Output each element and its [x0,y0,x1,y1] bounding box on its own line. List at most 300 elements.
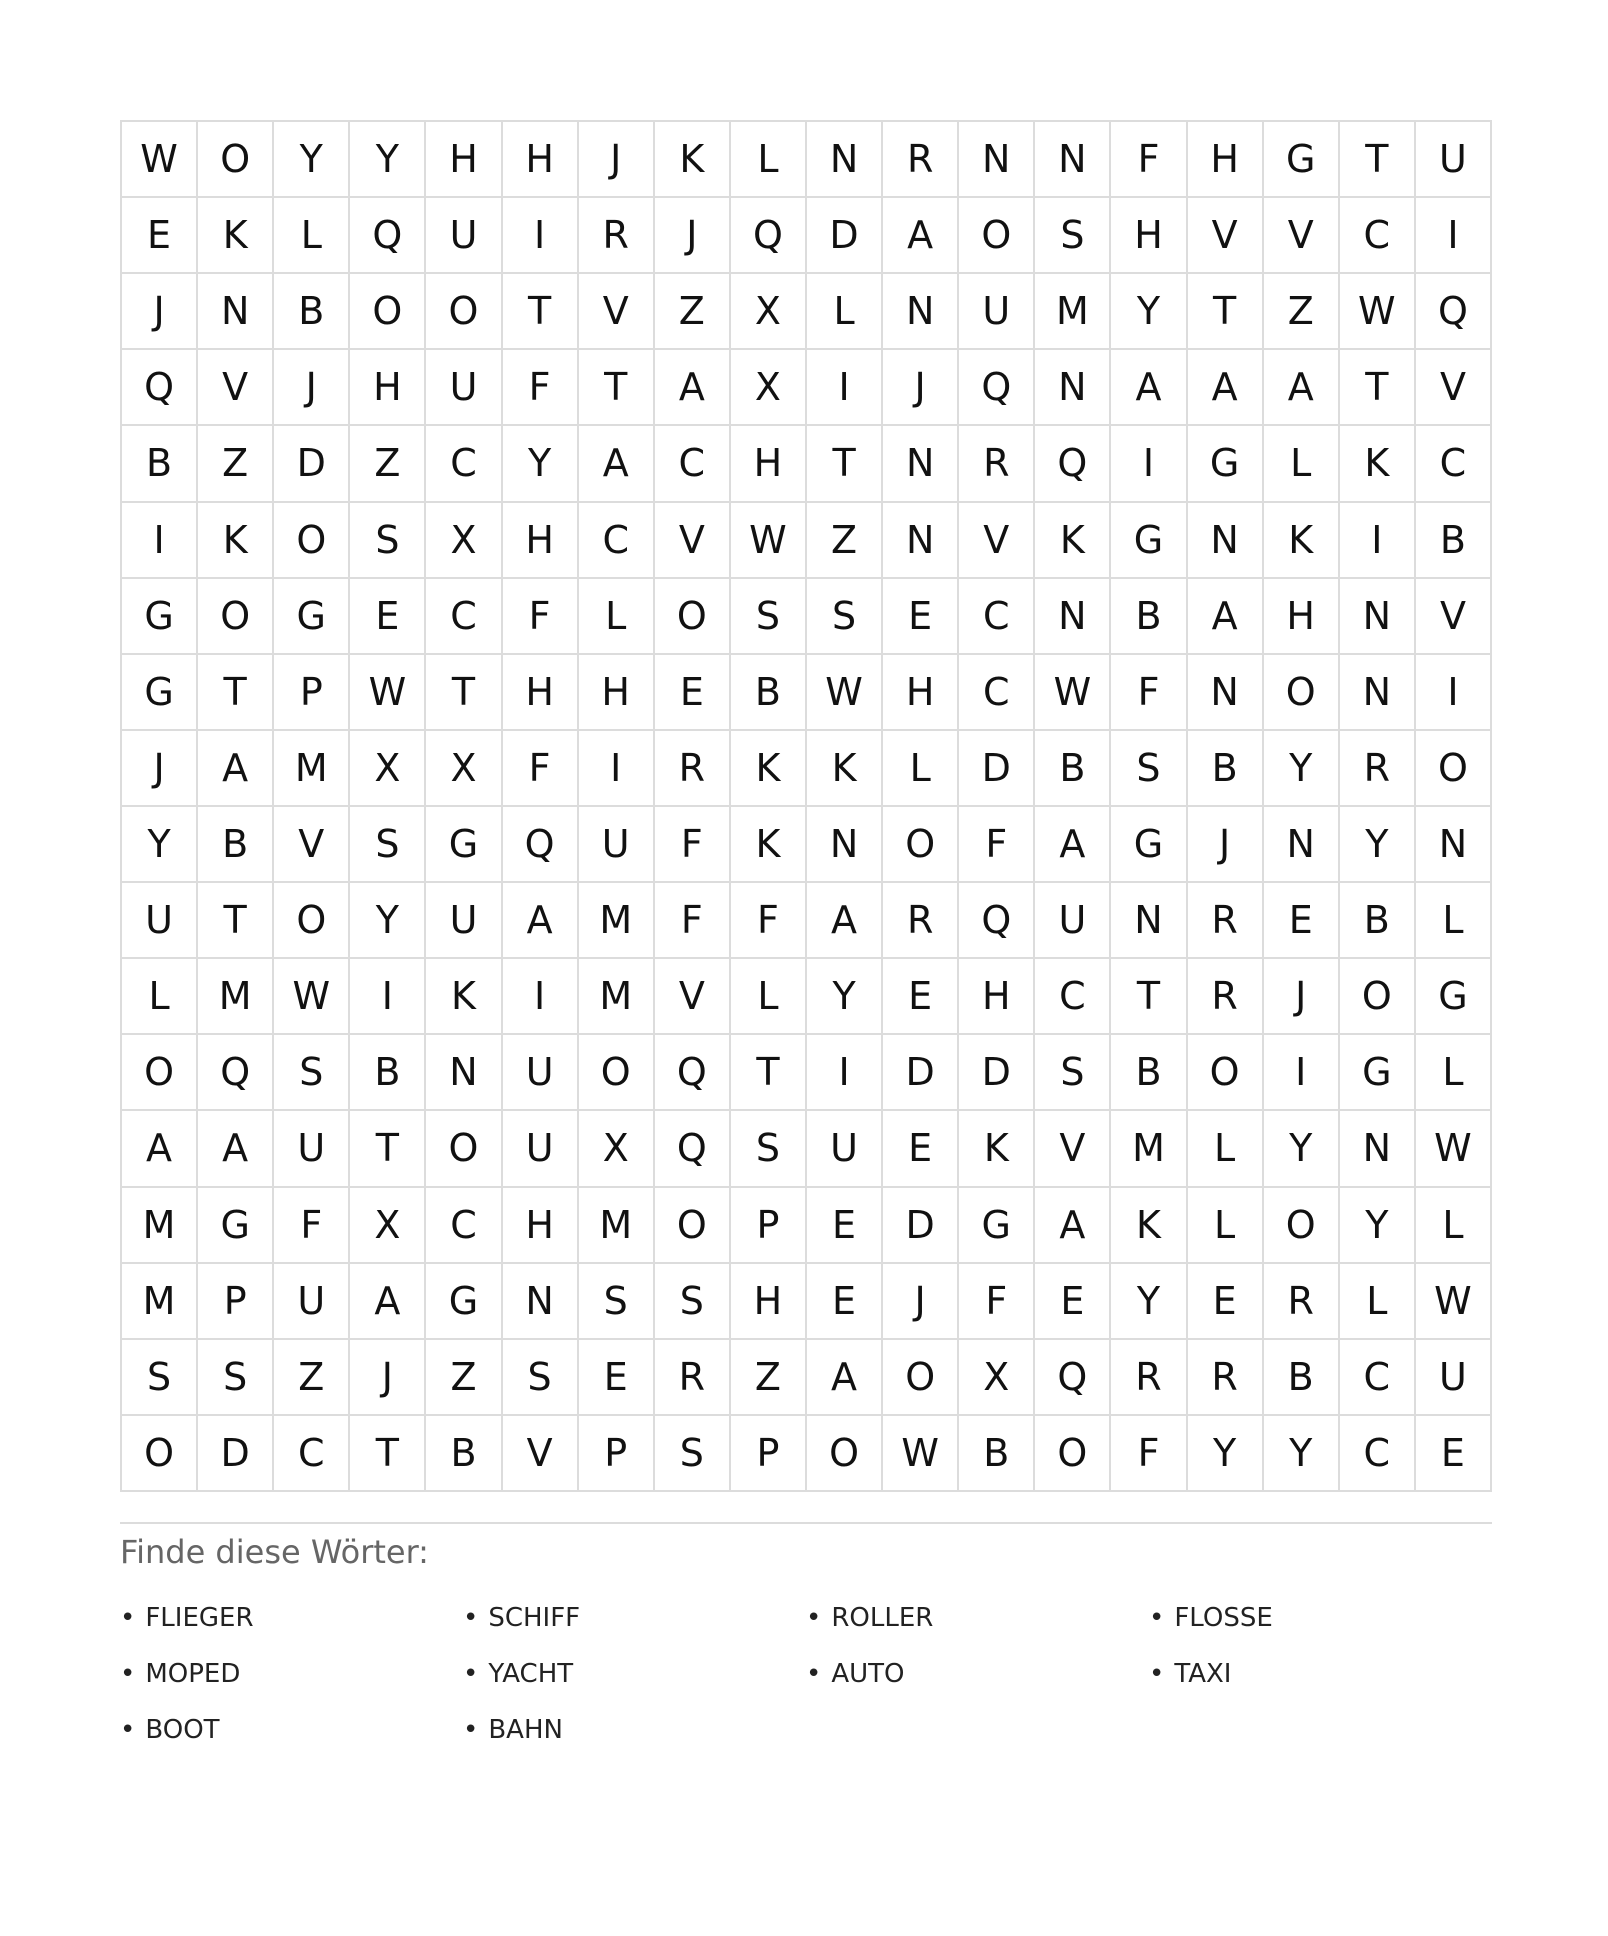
grid-cell[interactable]: Q [1416,274,1492,350]
grid-cell[interactable]: G [426,1264,502,1340]
grid-cell[interactable]: L [122,959,198,1035]
grid-cell[interactable]: M [122,1264,198,1340]
grid-cell[interactable]: Z [807,503,883,579]
grid-cell[interactable]: T [1340,122,1416,198]
grid-cell[interactable]: H [731,1264,807,1340]
grid-cell[interactable]: N [1416,807,1492,883]
grid-cell[interactable]: R [883,122,959,198]
grid-cell[interactable]: B [1035,731,1111,807]
grid-cell[interactable]: B [350,1035,426,1111]
grid-cell[interactable]: E [122,198,198,274]
grid-cell[interactable]: H [1264,579,1340,655]
grid-cell[interactable]: R [959,426,1035,502]
grid-cell[interactable]: O [122,1035,198,1111]
grid-cell[interactable]: P [579,1416,655,1492]
grid-cell[interactable]: F [1111,122,1187,198]
grid-cell[interactable]: Y [122,807,198,883]
grid-cell[interactable]: M [1035,274,1111,350]
grid-cell[interactable]: L [807,274,883,350]
grid-cell[interactable]: D [274,426,350,502]
grid-cell[interactable]: E [655,655,731,731]
grid-cell[interactable]: R [655,1340,731,1416]
grid-cell[interactable]: O [1264,1188,1340,1264]
grid-cell[interactable]: M [579,883,655,959]
grid-cell[interactable]: Z [426,1340,502,1416]
grid-cell[interactable]: F [1111,1416,1187,1492]
grid-cell[interactable]: E [1416,1416,1492,1492]
grid-cell[interactable]: A [1188,579,1264,655]
grid-cell[interactable]: I [503,959,579,1035]
grid-cell[interactable]: U [959,274,1035,350]
grid-cell[interactable]: L [1188,1188,1264,1264]
grid-cell[interactable]: N [883,503,959,579]
grid-cell[interactable]: C [655,426,731,502]
grid-cell[interactable]: U [274,1264,350,1340]
grid-cell[interactable]: W [807,655,883,731]
grid-cell[interactable]: B [1416,503,1492,579]
grid-cell[interactable]: G [959,1188,1035,1264]
grid-cell[interactable]: Q [350,198,426,274]
grid-cell[interactable]: G [1264,122,1340,198]
grid-cell[interactable]: L [1416,883,1492,959]
grid-cell[interactable]: S [350,503,426,579]
grid-cell[interactable]: N [426,1035,502,1111]
grid-cell[interactable]: B [1188,731,1264,807]
grid-cell[interactable]: M [274,731,350,807]
grid-cell[interactable]: J [274,350,350,426]
grid-cell[interactable]: Y [807,959,883,1035]
grid-cell[interactable]: N [807,122,883,198]
grid-cell[interactable]: U [503,1111,579,1187]
grid-cell[interactable]: E [1188,1264,1264,1340]
grid-cell[interactable]: L [1416,1035,1492,1111]
grid-cell[interactable]: U [579,807,655,883]
grid-cell[interactable]: S [731,579,807,655]
grid-cell[interactable]: H [1188,122,1264,198]
grid-cell[interactable]: B [959,1416,1035,1492]
grid-cell[interactable]: U [503,1035,579,1111]
grid-cell[interactable]: C [959,655,1035,731]
grid-cell[interactable]: G [1340,1035,1416,1111]
grid-cell[interactable]: E [1264,883,1340,959]
grid-cell[interactable]: N [503,1264,579,1340]
grid-cell[interactable]: O [426,1111,502,1187]
grid-cell[interactable]: B [1340,883,1416,959]
grid-cell[interactable]: V [1416,579,1492,655]
grid-cell[interactable]: F [503,731,579,807]
grid-cell[interactable]: L [274,198,350,274]
grid-cell[interactable]: K [1035,503,1111,579]
grid-cell[interactable]: O [1264,655,1340,731]
grid-cell[interactable]: O [122,1416,198,1492]
grid-cell[interactable]: J [122,731,198,807]
grid-cell[interactable]: F [959,807,1035,883]
grid-cell[interactable]: K [198,198,274,274]
grid-cell[interactable]: C [1035,959,1111,1035]
grid-cell[interactable]: C [274,1416,350,1492]
grid-cell[interactable]: G [1111,807,1187,883]
grid-cell[interactable]: C [959,579,1035,655]
grid-cell[interactable]: T [1340,350,1416,426]
grid-cell[interactable]: B [1111,579,1187,655]
grid-cell[interactable]: D [807,198,883,274]
grid-cell[interactable]: G [1111,503,1187,579]
grid-cell[interactable]: S [731,1111,807,1187]
grid-cell[interactable]: L [731,122,807,198]
grid-cell[interactable]: O [655,579,731,655]
grid-cell[interactable]: J [883,350,959,426]
grid-cell[interactable]: K [1340,426,1416,502]
grid-cell[interactable]: O [274,503,350,579]
grid-cell[interactable]: S [655,1264,731,1340]
grid-cell[interactable]: Z [1264,274,1340,350]
grid-cell[interactable]: A [1188,350,1264,426]
grid-cell[interactable]: R [1188,883,1264,959]
grid-cell[interactable]: N [807,807,883,883]
grid-cell[interactable]: S [579,1264,655,1340]
grid-cell[interactable]: Y [1111,1264,1187,1340]
grid-cell[interactable]: Y [1188,1416,1264,1492]
grid-cell[interactable]: A [350,1264,426,1340]
grid-cell[interactable]: Y [1264,1111,1340,1187]
grid-cell[interactable]: F [1111,655,1187,731]
grid-cell[interactable]: V [503,1416,579,1492]
grid-cell[interactable]: M [1111,1111,1187,1187]
grid-cell[interactable]: F [503,350,579,426]
grid-cell[interactable]: J [1264,959,1340,1035]
grid-cell[interactable]: Q [731,198,807,274]
grid-cell[interactable]: U [122,883,198,959]
grid-cell[interactable]: S [807,579,883,655]
grid-cell[interactable]: R [883,883,959,959]
grid-cell[interactable]: Q [1035,1340,1111,1416]
grid-cell[interactable]: P [274,655,350,731]
grid-cell[interactable]: B [731,655,807,731]
grid-cell[interactable]: W [731,503,807,579]
grid-cell[interactable]: N [1111,883,1187,959]
grid-cell[interactable]: T [350,1111,426,1187]
grid-cell[interactable]: E [807,1264,883,1340]
grid-cell[interactable]: W [1035,655,1111,731]
grid-cell[interactable]: E [1035,1264,1111,1340]
grid-cell[interactable]: C [1340,1416,1416,1492]
grid-cell[interactable]: Q [959,350,1035,426]
grid-cell[interactable]: Z [655,274,731,350]
grid-cell[interactable]: T [426,655,502,731]
grid-cell[interactable]: D [959,731,1035,807]
grid-cell[interactable]: L [1264,426,1340,502]
grid-cell[interactable]: R [1188,1340,1264,1416]
grid-cell[interactable]: N [1188,503,1264,579]
grid-cell[interactable]: K [655,122,731,198]
grid-cell[interactable]: K [731,731,807,807]
grid-cell[interactable]: C [426,579,502,655]
grid-cell[interactable]: C [1416,426,1492,502]
grid-cell[interactable]: Y [1340,1188,1416,1264]
grid-cell[interactable]: T [503,274,579,350]
grid-cell[interactable]: O [1416,731,1492,807]
grid-cell[interactable]: S [503,1340,579,1416]
grid-cell[interactable]: V [959,503,1035,579]
grid-cell[interactable]: Q [1035,426,1111,502]
grid-cell[interactable]: W [122,122,198,198]
grid-cell[interactable]: X [350,1188,426,1264]
grid-cell[interactable]: R [655,731,731,807]
grid-cell[interactable]: A [1111,350,1187,426]
grid-cell[interactable]: N [1035,122,1111,198]
grid-cell[interactable]: M [579,1188,655,1264]
grid-cell[interactable]: O [959,198,1035,274]
grid-cell[interactable]: M [122,1188,198,1264]
grid-cell[interactable]: H [731,426,807,502]
grid-cell[interactable]: O [1035,1416,1111,1492]
grid-cell[interactable]: A [1035,807,1111,883]
grid-cell[interactable]: E [883,959,959,1035]
grid-cell[interactable]: I [1111,426,1187,502]
grid-cell[interactable]: A [883,198,959,274]
grid-cell[interactable]: C [426,1188,502,1264]
grid-cell[interactable]: Q [503,807,579,883]
grid-cell[interactable]: F [274,1188,350,1264]
grid-cell[interactable]: K [1264,503,1340,579]
grid-cell[interactable]: H [959,959,1035,1035]
grid-cell[interactable]: Y [274,122,350,198]
grid-cell[interactable]: A [1264,350,1340,426]
grid-cell[interactable]: U [426,198,502,274]
grid-cell[interactable]: M [198,959,274,1035]
grid-cell[interactable]: H [503,1188,579,1264]
grid-cell[interactable]: I [579,731,655,807]
grid-cell[interactable]: H [883,655,959,731]
grid-cell[interactable]: L [1340,1264,1416,1340]
grid-cell[interactable]: V [198,350,274,426]
grid-cell[interactable]: Q [122,350,198,426]
grid-cell[interactable]: V [655,503,731,579]
grid-cell[interactable]: X [426,503,502,579]
grid-cell[interactable]: E [883,579,959,655]
grid-cell[interactable]: J [350,1340,426,1416]
grid-cell[interactable]: I [122,503,198,579]
grid-cell[interactable]: T [731,1035,807,1111]
grid-cell[interactable]: Q [198,1035,274,1111]
grid-cell[interactable]: V [1264,198,1340,274]
grid-cell[interactable]: A [198,1111,274,1187]
grid-cell[interactable]: D [883,1035,959,1111]
grid-cell[interactable]: B [198,807,274,883]
grid-cell[interactable]: S [655,1416,731,1492]
grid-cell[interactable]: D [198,1416,274,1492]
grid-cell[interactable]: A [807,1340,883,1416]
grid-cell[interactable]: V [1188,198,1264,274]
grid-cell[interactable]: Y [1264,1416,1340,1492]
grid-cell[interactable]: A [655,350,731,426]
grid-cell[interactable]: B [274,274,350,350]
grid-cell[interactable]: O [1340,959,1416,1035]
grid-cell[interactable]: P [198,1264,274,1340]
grid-cell[interactable]: S [350,807,426,883]
grid-cell[interactable]: O [198,122,274,198]
grid-cell[interactable]: I [1416,655,1492,731]
grid-cell[interactable]: R [1188,959,1264,1035]
grid-cell[interactable]: T [198,655,274,731]
grid-cell[interactable]: I [807,350,883,426]
grid-cell[interactable]: S [122,1340,198,1416]
grid-cell[interactable]: H [503,655,579,731]
grid-cell[interactable]: W [1416,1111,1492,1187]
grid-cell[interactable]: U [1035,883,1111,959]
grid-cell[interactable]: K [426,959,502,1035]
grid-cell[interactable]: T [350,1416,426,1492]
grid-cell[interactable]: I [807,1035,883,1111]
grid-cell[interactable]: G [122,579,198,655]
grid-cell[interactable]: G [426,807,502,883]
grid-cell[interactable]: D [959,1035,1035,1111]
grid-cell[interactable]: V [1416,350,1492,426]
grid-cell[interactable]: K [198,503,274,579]
grid-cell[interactable]: O [807,1416,883,1492]
grid-cell[interactable]: I [503,198,579,274]
grid-cell[interactable]: B [1111,1035,1187,1111]
grid-cell[interactable]: E [350,579,426,655]
grid-cell[interactable]: T [807,426,883,502]
grid-cell[interactable]: C [1340,198,1416,274]
grid-cell[interactable]: N [198,274,274,350]
grid-cell[interactable]: G [1188,426,1264,502]
grid-cell[interactable]: S [1111,731,1187,807]
grid-cell[interactable]: X [426,731,502,807]
grid-cell[interactable]: A [807,883,883,959]
grid-cell[interactable]: B [1264,1340,1340,1416]
grid-cell[interactable]: N [883,426,959,502]
grid-cell[interactable]: B [426,1416,502,1492]
grid-cell[interactable]: Y [350,122,426,198]
grid-cell[interactable]: U [807,1111,883,1187]
grid-cell[interactable]: W [350,655,426,731]
grid-cell[interactable]: U [426,350,502,426]
grid-cell[interactable]: H [350,350,426,426]
grid-cell[interactable]: L [1188,1111,1264,1187]
grid-cell[interactable]: K [731,807,807,883]
grid-cell[interactable]: V [579,274,655,350]
grid-cell[interactable]: V [1035,1111,1111,1187]
grid-cell[interactable]: F [731,883,807,959]
grid-cell[interactable]: Z [350,426,426,502]
grid-cell[interactable]: K [959,1111,1035,1187]
grid-cell[interactable]: X [350,731,426,807]
grid-cell[interactable]: W [1416,1264,1492,1340]
grid-cell[interactable]: O [579,1035,655,1111]
grid-cell[interactable]: N [959,122,1035,198]
grid-cell[interactable]: J [1188,807,1264,883]
grid-cell[interactable]: V [655,959,731,1035]
grid-cell[interactable]: N [1340,1111,1416,1187]
grid-cell[interactable]: S [274,1035,350,1111]
grid-cell[interactable]: T [1188,274,1264,350]
grid-cell[interactable]: N [1035,579,1111,655]
grid-cell[interactable]: H [503,503,579,579]
grid-cell[interactable]: Q [655,1035,731,1111]
grid-cell[interactable]: N [1188,655,1264,731]
grid-cell[interactable]: U [426,883,502,959]
grid-cell[interactable]: C [1340,1340,1416,1416]
grid-cell[interactable]: L [579,579,655,655]
grid-cell[interactable]: M [579,959,655,1035]
grid-cell[interactable]: N [1340,655,1416,731]
grid-cell[interactable]: T [579,350,655,426]
grid-cell[interactable]: A [122,1111,198,1187]
grid-cell[interactable]: P [731,1188,807,1264]
grid-cell[interactable]: N [1035,350,1111,426]
grid-cell[interactable]: N [1264,807,1340,883]
grid-cell[interactable]: J [655,198,731,274]
grid-cell[interactable]: I [1416,198,1492,274]
grid-cell[interactable]: T [198,883,274,959]
grid-cell[interactable]: L [1416,1188,1492,1264]
grid-cell[interactable]: F [503,579,579,655]
grid-cell[interactable]: N [883,274,959,350]
grid-cell[interactable]: B [122,426,198,502]
grid-cell[interactable]: Y [1111,274,1187,350]
grid-cell[interactable]: I [1264,1035,1340,1111]
grid-cell[interactable]: F [959,1264,1035,1340]
grid-cell[interactable]: A [1035,1188,1111,1264]
grid-cell[interactable]: O [198,579,274,655]
grid-cell[interactable]: J [122,274,198,350]
grid-cell[interactable]: Y [350,883,426,959]
grid-cell[interactable]: Q [959,883,1035,959]
grid-cell[interactable]: X [579,1111,655,1187]
grid-cell[interactable]: Y [1264,731,1340,807]
grid-cell[interactable]: O [426,274,502,350]
grid-cell[interactable]: J [883,1264,959,1340]
grid-cell[interactable]: H [579,655,655,731]
grid-cell[interactable]: G [198,1188,274,1264]
grid-cell[interactable]: G [122,655,198,731]
grid-cell[interactable]: X [731,350,807,426]
grid-cell[interactable]: Z [274,1340,350,1416]
grid-cell[interactable]: O [274,883,350,959]
grid-cell[interactable]: Y [1340,807,1416,883]
grid-cell[interactable]: S [1035,1035,1111,1111]
grid-cell[interactable]: O [883,1340,959,1416]
grid-cell[interactable]: E [883,1111,959,1187]
grid-cell[interactable]: W [1340,274,1416,350]
grid-cell[interactable]: Z [731,1340,807,1416]
grid-cell[interactable]: T [1111,959,1187,1035]
grid-cell[interactable]: C [579,503,655,579]
grid-cell[interactable]: H [426,122,502,198]
grid-cell[interactable]: K [807,731,883,807]
grid-cell[interactable]: F [655,883,731,959]
grid-cell[interactable]: Y [503,426,579,502]
grid-cell[interactable]: R [1264,1264,1340,1340]
grid-cell[interactable]: O [350,274,426,350]
grid-cell[interactable]: S [198,1340,274,1416]
grid-cell[interactable]: U [1416,122,1492,198]
grid-cell[interactable]: V [274,807,350,883]
grid-cell[interactable]: R [1340,731,1416,807]
grid-cell[interactable]: N [1340,579,1416,655]
grid-cell[interactable]: U [1416,1340,1492,1416]
grid-cell[interactable]: A [198,731,274,807]
grid-cell[interactable]: H [1111,198,1187,274]
grid-cell[interactable]: H [503,122,579,198]
grid-cell[interactable]: E [579,1340,655,1416]
grid-cell[interactable]: D [883,1188,959,1264]
grid-cell[interactable]: J [579,122,655,198]
grid-cell[interactable]: O [883,807,959,883]
grid-cell[interactable]: E [807,1188,883,1264]
